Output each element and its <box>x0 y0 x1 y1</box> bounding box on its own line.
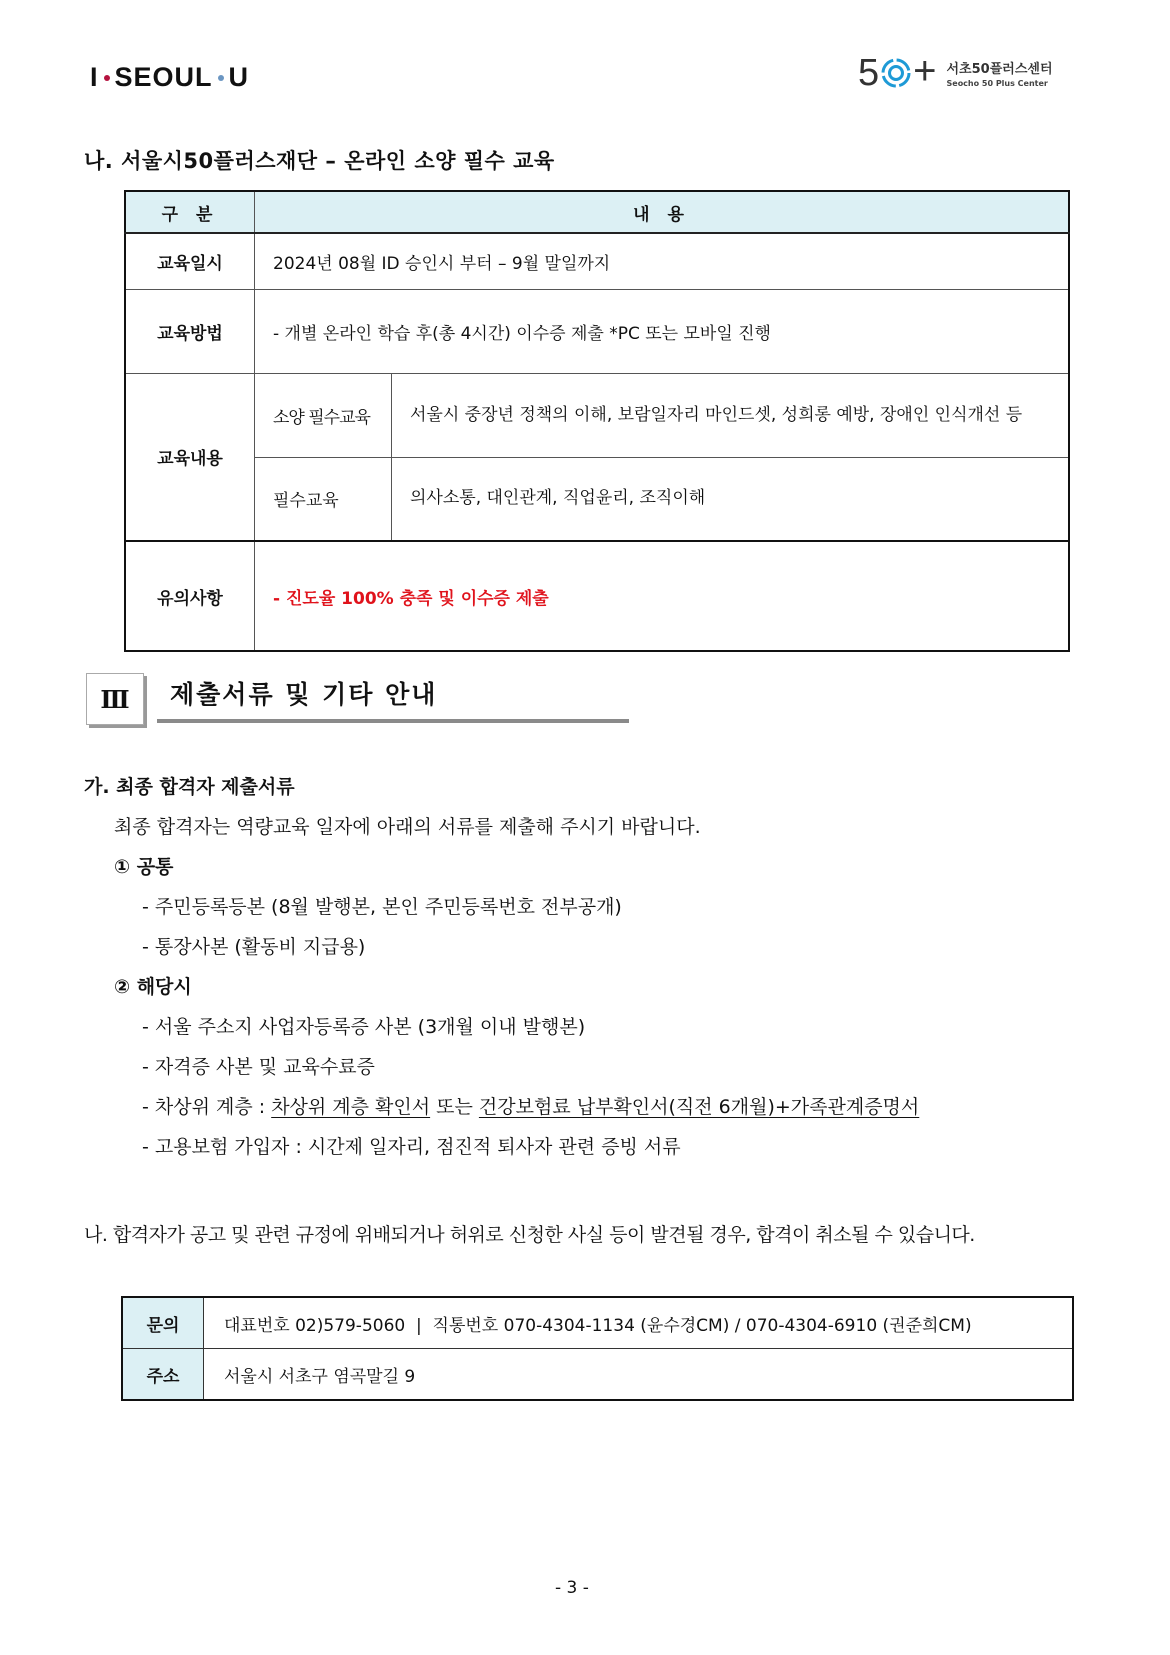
table-row <box>122 1297 1073 1349</box>
seoul-logo <box>90 62 249 93</box>
list-item: - 자격증 사본 및 교육수료증 <box>142 1056 375 1078</box>
section-numeral-box: Ⅲ <box>86 673 144 725</box>
row-label: 교육일시 <box>125 233 255 289</box>
table-header-row <box>125 191 1069 233</box>
item-connector: 또는 <box>430 1096 479 1118</box>
education-table <box>124 190 1070 652</box>
row-label: 교육내용 <box>125 373 255 541</box>
seocho-50plus-logo <box>858 49 1053 94</box>
address-label: 주소 <box>122 1349 204 1401</box>
subsection-heading: 가. 최종 합격자 제출서류 <box>84 776 295 798</box>
sub-value: 의사소통, 대인관계, 직업윤리, 조직이해 <box>392 457 1070 541</box>
ring-icon <box>881 58 911 88</box>
header-category: 구 분 <box>125 191 255 233</box>
table-row <box>125 541 1069 651</box>
row-label: 교육방법 <box>125 289 255 373</box>
sub-value: 서울시 중장년 정책의 이해, 보람일자리 마인드셋, 성희롱 예방, 장애인 인식개선 등 <box>392 373 1070 457</box>
section-heading-online-education: 나. 서울시50플러스재단 – 온라인 소양 필수 교육 <box>84 149 555 173</box>
table-row <box>125 457 1069 541</box>
contact-table <box>121 1296 1074 1401</box>
list-item: - 주민등록등본 (8월 발행본, 본인 주민등록번호 전부공개) <box>142 896 622 918</box>
address-value: 서울시 서초구 염곡말길 9 <box>204 1349 1074 1401</box>
section-title: 제출서류 및 기타 안내 <box>170 680 438 709</box>
intro-text: 최종 합격자는 역량교육 일자에 아래의 서류를 제출해 주시기 바랍니다. <box>114 816 701 838</box>
row-label: 유의사항 <box>125 541 255 651</box>
list-item: - 통장사본 (활동비 지급용) <box>142 936 366 958</box>
logo-plus: + <box>913 49 937 93</box>
group-title-conditional: ② 해당시 <box>114 976 192 998</box>
logo-part-u: U <box>228 62 250 92</box>
table-row <box>122 1349 1073 1401</box>
disqualification-notice: 나. 합격자가 공고 및 관련 규정에 위배되거나 허위로 신청한 사실 등이 발견될 경우, 합격이 취소될 수 있습니다. <box>84 1224 975 1246</box>
logo-part-seoul: SEOUL <box>114 62 213 92</box>
logo-number: 5 <box>858 52 880 94</box>
logo-name-kr: 서초50플러스센터 <box>946 62 1053 77</box>
list-item: - 고용보험 가입자 : 시간제 일자리, 점진적 퇴사자 관련 증빙 서류 <box>142 1136 681 1158</box>
table-row <box>125 289 1069 373</box>
page-number: - 3 - <box>555 1578 589 1598</box>
item-prefix: - 차상위 계층 : <box>142 1096 272 1118</box>
sub-label: 필수교육 <box>255 457 392 541</box>
row-value: 2024년 08월 ID 승인시 부터 – 9월 말일까지 <box>255 233 1070 289</box>
table-row <box>125 233 1069 289</box>
section-underline <box>157 719 629 723</box>
notice-value: - 진도율 100% 충족 및 이수증 제출 <box>255 541 1070 651</box>
list-item <box>142 1092 919 1119</box>
underlined-document-2: 건강보험료 납부확인서(직전 6개월)+가족관계증명서 <box>478 1096 920 1118</box>
logo-name-en: Seocho 50 Plus Center <box>946 79 1048 88</box>
list-item: - 서울 주소지 사업자등록증 사본 (3개월 이내 발행본) <box>142 1016 586 1038</box>
table-row <box>125 373 1069 457</box>
contact-value: 대표번호 02)579-5060 | 직통번호 070-4304-1134 (윤수경CM) / 070-4304-6910 (권준희CM) <box>204 1297 1074 1349</box>
logo-dot-blue <box>218 75 224 81</box>
contact-label: 문의 <box>122 1297 204 1349</box>
underlined-document-1: 차상위 계층 확인서 <box>271 1096 431 1118</box>
row-value: - 개별 온라인 학습 후(총 4시간) 이수증 제출 *PC 또는 모바일 진행 <box>255 289 1070 373</box>
logo-dot-red <box>104 75 110 81</box>
header-content: 내 용 <box>255 191 1070 233</box>
sub-label: 소양 필수교육 <box>255 373 392 457</box>
group-title-common: ① 공통 <box>114 856 174 878</box>
logo-names <box>947 58 1053 88</box>
logo-part-i: I <box>90 62 99 92</box>
